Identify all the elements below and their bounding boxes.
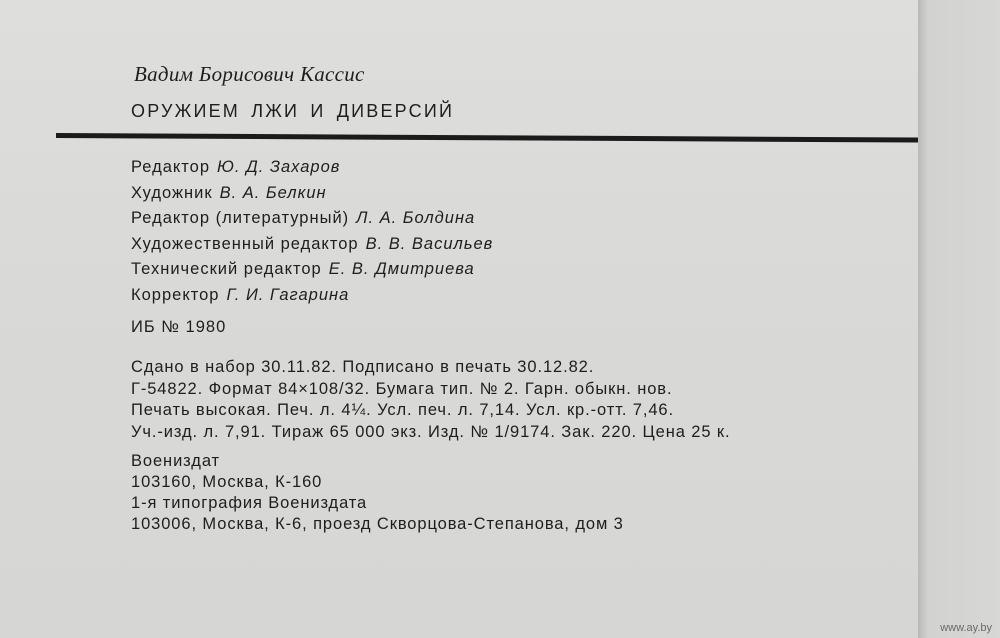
credit-person: Л. А. Болдина xyxy=(356,209,476,227)
credits-list xyxy=(131,155,493,308)
imprint-block xyxy=(131,357,731,443)
credit-person: В. А. Белкин xyxy=(219,183,327,202)
imprint-line: Уч.-изд. л. 7,91. Тираж 65 000 экз. Изд. № 1/9174. Зак. 220. Цена 25 к. xyxy=(131,422,731,441)
credit-editor xyxy=(131,155,493,181)
imprint-line: Сдано в набор 30.11.82. Подписано в печать 30.12.82. xyxy=(131,358,595,376)
credit-person: В. В. Васильев xyxy=(365,234,494,253)
author-name: Вадим Борисович Кассис xyxy=(134,62,365,86)
credit-artist xyxy=(131,181,493,207)
credit-proofreader xyxy=(131,283,493,309)
credit-role: Редактор xyxy=(131,158,211,176)
imprint-line: Г-54822. Формат 84×108/32. Бумага тип. № 2. Гарн. обыкн. нов. xyxy=(131,379,673,398)
credit-person: Е. В. Дмитриева xyxy=(328,260,475,278)
credit-literary-editor xyxy=(131,206,493,232)
imprint-line: Печать высокая. Печ. л. 4¼. Усл. печ. л. 7,14. Усл. кр.-отт. 7,46. xyxy=(131,401,674,419)
credit-technical-editor xyxy=(131,257,493,283)
credit-role: Редактор (литературный) xyxy=(131,209,350,227)
credit-person: Ю. Д. Захаров xyxy=(217,158,341,176)
publisher-line: Воениздат xyxy=(131,452,220,470)
credit-role: Корректор xyxy=(131,285,220,304)
publisher-block xyxy=(131,451,624,535)
credit-role: Художник xyxy=(131,183,213,202)
page-edge xyxy=(918,0,1000,638)
credit-art-editor xyxy=(131,232,493,258)
publisher-line: 103006, Москва, К-6, проезд Скворцова-Степанова, дом 3 xyxy=(131,515,624,533)
credit-role: Художественный редактор xyxy=(131,234,359,253)
credit-person: Г. И. Гагарина xyxy=(226,285,350,304)
publisher-line: 103160, Москва, К-160 xyxy=(131,473,323,491)
book-title: ОРУЖИЕМ ЛЖИ И ДИВЕРСИЙ xyxy=(131,101,455,121)
watermark: www.ay.by xyxy=(940,622,992,634)
ib-number: ИБ № 1980 xyxy=(131,318,227,336)
publisher-line: 1-я типография Воениздата xyxy=(131,494,368,512)
credit-role: Технический редактор xyxy=(131,260,322,278)
